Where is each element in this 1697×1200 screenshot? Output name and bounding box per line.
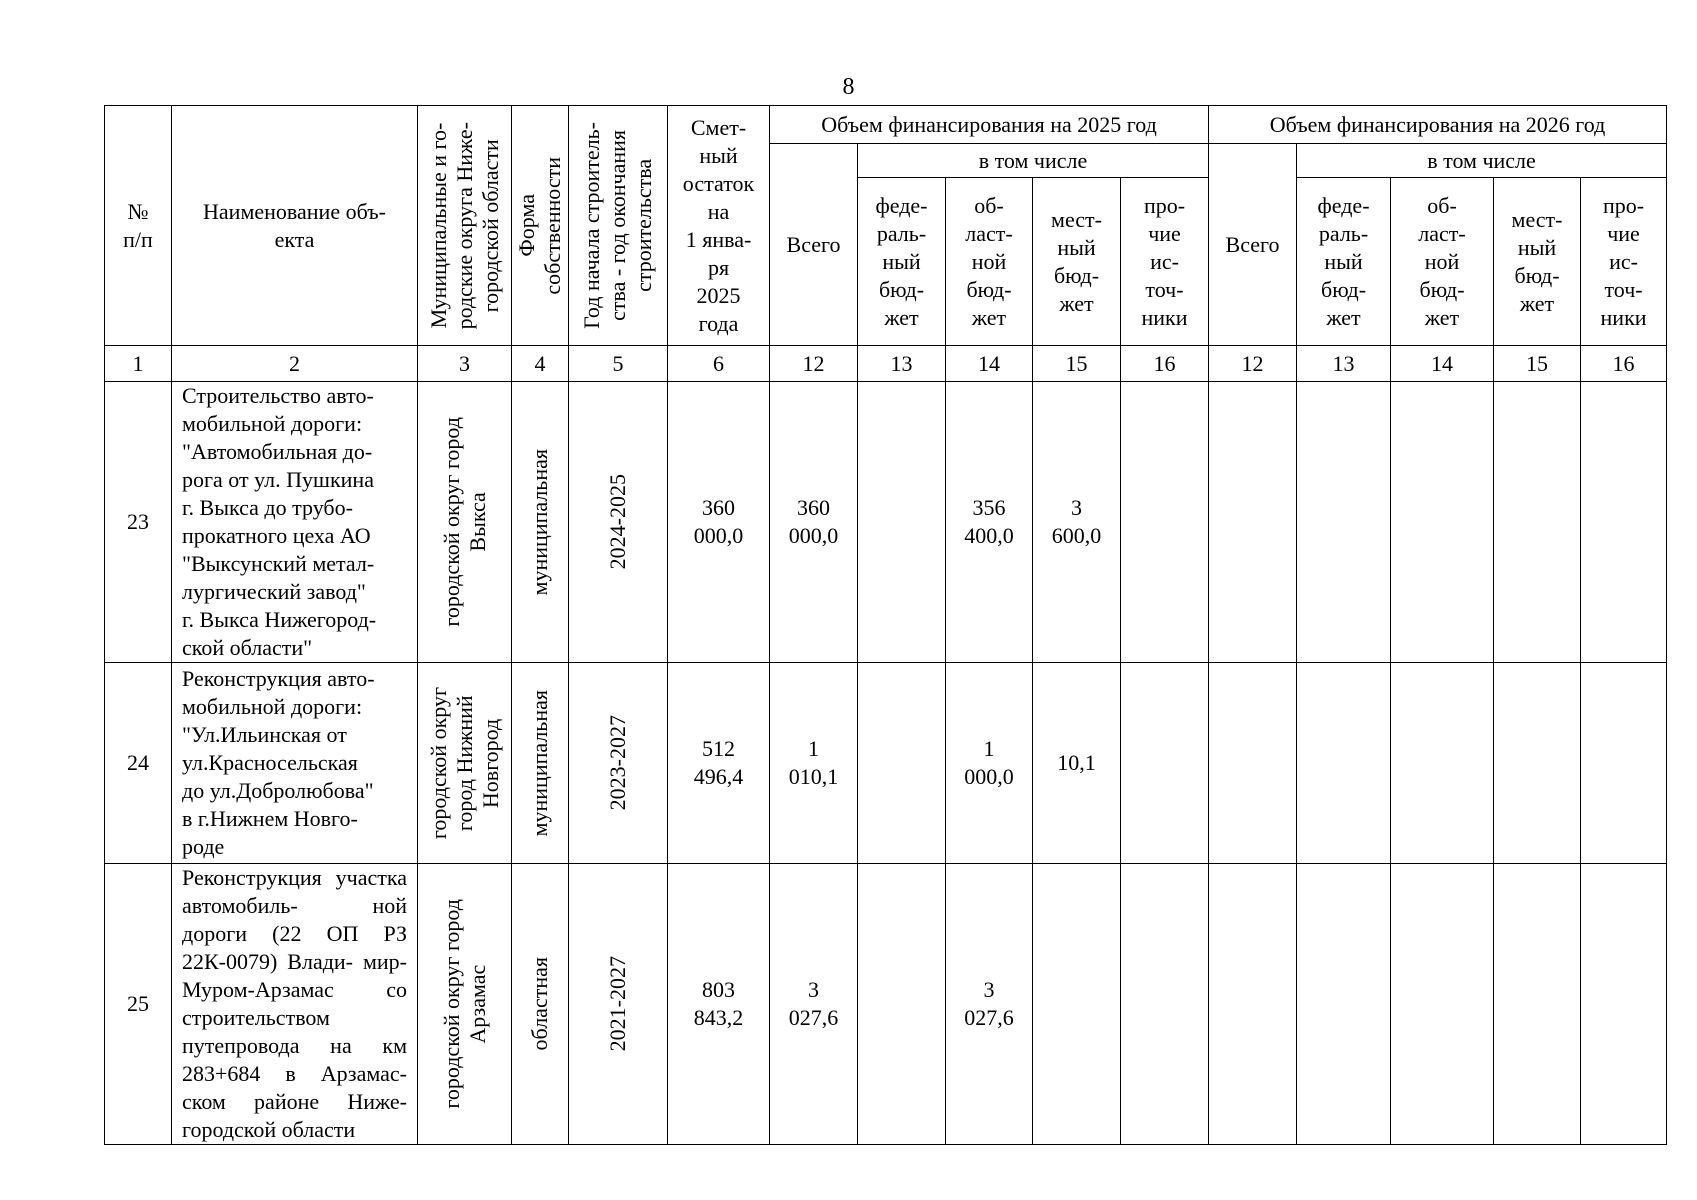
- row-municipality: [418, 382, 512, 663]
- row-federal-2026: [1297, 864, 1391, 1145]
- header-years-text: Год начала строитель- ства - год окончания строительства: [579, 122, 656, 329]
- row-years: [569, 663, 668, 864]
- row-balance: 803 843,2: [668, 864, 770, 1145]
- header-regional-2025: об- ласт- ной бюд- жет: [946, 178, 1033, 346]
- row-local-2025: 3 600,0: [1033, 382, 1121, 663]
- row-ownership: [512, 663, 569, 864]
- column-number: 16: [1581, 346, 1667, 382]
- row-num: 23: [105, 382, 172, 663]
- header-fin-2026: Объем финансирования на 2026 год: [1209, 106, 1667, 144]
- header-local-2025: мест- ный бюд- жет: [1033, 178, 1121, 346]
- row-regional-2025: 356 400,0: [946, 382, 1033, 663]
- row-num: 24: [105, 663, 172, 864]
- column-number-row: [105, 346, 1667, 382]
- row-years: [569, 382, 668, 663]
- row-balance: 360 000,0: [668, 382, 770, 663]
- header-row: [105, 106, 1667, 144]
- row-municipality-text: городской округ город Нижний Новгород: [425, 686, 503, 840]
- row-object-name: Реконструкция участка автомобиль- ной дороги (22 ОП РЗ 22К-0079) Влади- мир-Муром-Арзамас со строительством путепровода на км 283+684 в Арзамас- ском районе Ниже- городской области: [172, 864, 418, 1145]
- row-federal-2026: [1297, 663, 1391, 864]
- row-federal-2026: [1297, 382, 1391, 663]
- column-number: 16: [1121, 346, 1209, 382]
- row-ownership-text: областная: [527, 957, 552, 1051]
- table-row: [105, 663, 1667, 864]
- header-total-2026: Всего: [1209, 144, 1297, 346]
- header-including-2026: в том числе: [1297, 144, 1667, 178]
- header-years: [569, 106, 668, 346]
- column-number: 3: [418, 346, 512, 382]
- header-other-2026: про- чие ис- точ- ники: [1581, 178, 1667, 346]
- header-local-2026: мест- ный бюд- жет: [1494, 178, 1581, 346]
- row-total-2025: 3 027,6: [770, 864, 858, 1145]
- row-local-2026: [1494, 663, 1581, 864]
- row-other-2025: [1121, 864, 1209, 1145]
- row-other-2025: [1121, 663, 1209, 864]
- header-including-2025: в том числе: [858, 144, 1209, 178]
- page-number: 8: [842, 74, 855, 100]
- financing-table: [104, 105, 1667, 1145]
- header-federal-2026: феде- раль- ный бюд- жет: [1297, 178, 1391, 346]
- row-ownership-text: муниципальная: [527, 448, 552, 596]
- row-federal-2025: [858, 864, 946, 1145]
- row-num: 25: [105, 864, 172, 1145]
- column-number: 4: [512, 346, 569, 382]
- header-balance: Смет- ный остаток на 1 янва- ря 2025 года: [668, 106, 770, 346]
- row-local-2026: [1494, 382, 1581, 663]
- row-regional-2025: 1 000,0: [946, 663, 1033, 864]
- row-municipality-text: городской округ город Арзамас: [438, 899, 490, 1109]
- row-municipality: [418, 663, 512, 864]
- column-number: 12: [1209, 346, 1297, 382]
- row-object-name: Строительство авто- мобильной дороги: "Автомобильная до- рога от ул. Пушкина г. Выкса до трубо- прокатного цеха АО "Выксунский метал- лургический завод" г. Выкса Нижегород- ской области": [172, 382, 418, 663]
- row-ownership-text: муниципальная: [527, 689, 552, 837]
- row-years-text: 2021-2027: [605, 956, 630, 1052]
- column-number: 2: [172, 346, 418, 382]
- row-regional-2025: 3 027,6: [946, 864, 1033, 1145]
- row-total-2026: [1209, 382, 1297, 663]
- row-total-2026: [1209, 864, 1297, 1145]
- row-other-2026: [1581, 382, 1667, 663]
- table-row: [105, 864, 1667, 1145]
- column-number: 13: [858, 346, 946, 382]
- table-row: [105, 382, 1667, 663]
- row-other-2025: [1121, 382, 1209, 663]
- row-total-2025: 360 000,0: [770, 382, 858, 663]
- header-municipality: [418, 106, 512, 346]
- header-fin-2025: Объем финансирования на 2025 год: [770, 106, 1209, 144]
- row-total-2026: [1209, 663, 1297, 864]
- row-years-text: 2024-2025: [605, 474, 630, 570]
- column-number: 5: [569, 346, 668, 382]
- row-other-2026: [1581, 663, 1667, 864]
- column-number: 14: [1391, 346, 1494, 382]
- row-federal-2025: [858, 663, 946, 864]
- row-local-2025: 10,1: [1033, 663, 1121, 864]
- column-number: 13: [1297, 346, 1391, 382]
- header-other-2025: про- чие ис- точ- ники: [1121, 178, 1209, 346]
- row-object-name: Реконструкция авто- мобильной дороги: "Ул.Ильинская от ул.Красносельская до ул.Добролюбова" в г.Нижнем Новго- роде: [172, 663, 418, 864]
- row-local-2026: [1494, 864, 1581, 1145]
- row-balance: 512 496,4: [668, 663, 770, 864]
- column-number: 1: [105, 346, 172, 382]
- row-years: [569, 864, 668, 1145]
- row-local-2025: [1033, 864, 1121, 1145]
- row-regional-2026: [1391, 663, 1494, 864]
- row-total-2025: 1 010,1: [770, 663, 858, 864]
- header-regional-2026: об- ласт- ной бюд- жет: [1391, 178, 1494, 346]
- row-municipality: [418, 864, 512, 1145]
- row-years-text: 2023-2027: [605, 715, 630, 811]
- header-federal-2025: феде- раль- ный бюд- жет: [858, 178, 946, 346]
- header-ownership-text: Форма собственности: [514, 156, 565, 295]
- row-other-2026: [1581, 864, 1667, 1145]
- header-name: Наименование объ- екта: [172, 106, 418, 346]
- row-regional-2026: [1391, 382, 1494, 663]
- row-federal-2025: [858, 382, 946, 663]
- row-ownership: [512, 382, 569, 663]
- header-ownership: [512, 106, 569, 346]
- header-total-2025: Всего: [770, 144, 858, 346]
- column-number: 6: [668, 346, 770, 382]
- header-municipality-text: Муниципальные и го- родские округа Ниже- городской области: [425, 121, 503, 330]
- column-number: 12: [770, 346, 858, 382]
- column-number: 15: [1494, 346, 1581, 382]
- header-num: № п/п: [105, 106, 172, 346]
- row-regional-2026: [1391, 864, 1494, 1145]
- column-number: 14: [946, 346, 1033, 382]
- column-number: 15: [1033, 346, 1121, 382]
- row-municipality-text: городской округ город Выкса: [438, 417, 490, 627]
- row-ownership: [512, 864, 569, 1145]
